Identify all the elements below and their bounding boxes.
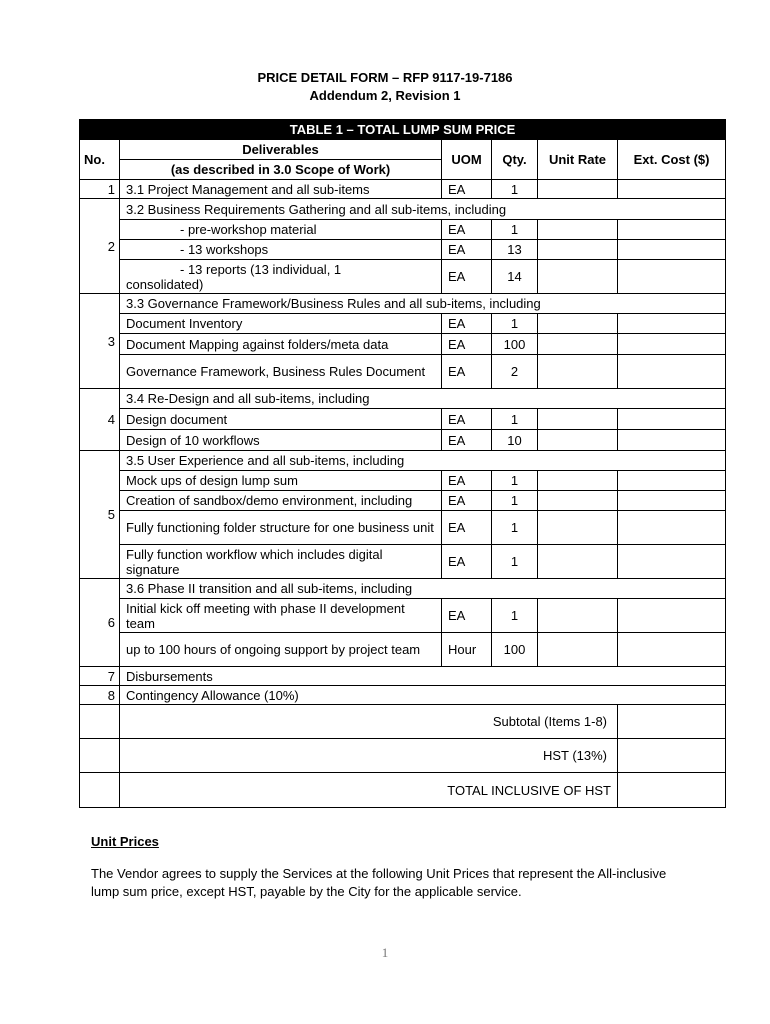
table-row [80,180,726,199]
qty-cell: 100 [492,334,538,355]
uom-cell: EA [442,180,492,199]
deliverable-text: Design of 10 workflows [120,430,442,451]
col-uom-header: UOM [442,140,492,180]
unit-prices-heading: Unit Prices [91,834,159,849]
unit-rate-cell[interactable] [538,430,618,451]
uom-cell: EA [442,409,492,430]
qty-cell: 100 [492,633,538,667]
unit-rate-cell[interactable] [538,511,618,545]
column-header-row [80,140,726,160]
ext-cost-cell[interactable] [618,471,726,491]
deliverable-text: Fully function workflow which includes digital signature [120,545,442,579]
table-row [80,667,726,686]
subtotal-value[interactable] [618,705,726,739]
qty-cell: 10 [492,430,538,451]
table-row [80,686,726,705]
qty-cell: 1 [492,180,538,199]
unit-prices-paragraph: The Vendor agrees to supply the Services at the following Unit Prices that represent the All-inclusive lump sum price, except HST, payable by the City for the applicable service. [91,866,667,899]
qty-cell: 13 [492,240,538,260]
unit-rate-cell[interactable] [538,314,618,334]
deliverable-text: Fully functioning folder structure for one business unit [120,511,442,545]
deliverable-text: Document Inventory [120,314,442,334]
table-row [80,545,726,579]
ext-cost-cell[interactable] [618,314,726,334]
table-row [80,294,726,314]
qty-cell: 1 [492,409,538,430]
ext-cost-cell[interactable] [618,599,726,633]
table-row [80,633,726,667]
unit-rate-cell[interactable] [538,545,618,579]
unit-rate-cell[interactable] [538,491,618,511]
hst-row [80,739,726,773]
ext-cost-cell[interactable] [618,240,726,260]
table-row [80,599,726,633]
unit-rate-cell[interactable] [538,240,618,260]
ext-cost-cell[interactable] [618,220,726,240]
col-qty-header: Qty. [492,140,538,180]
qty-cell: 1 [492,491,538,511]
deliverable-text-line-2: consolidated) [126,276,204,292]
item-number: 2 [80,199,120,294]
uom-cell: EA [442,471,492,491]
qty-cell: 1 [492,545,538,579]
ext-cost-cell[interactable] [618,545,726,579]
deliverable-heading: 3.3 Governance Framework/Business Rules and all sub-items, including [120,294,726,314]
qty-cell: 1 [492,599,538,633]
price-table [79,119,726,808]
total-label: TOTAL INCLUSIVE OF HST [120,773,618,808]
table-row [80,491,726,511]
table-row [80,389,726,409]
table-title-row [80,120,726,140]
table-row [80,430,726,451]
uom-cell: EA [442,240,492,260]
item-number: 4 [80,389,120,451]
deliverable-heading: 3.2 Business Requirements Gathering and all sub-items, including [120,199,726,220]
table-row [80,240,726,260]
subtotal-label: Subtotal (Items 1-8) [120,705,618,739]
item-number: 7 [80,667,120,686]
deliverable-text: Disbursements [120,667,726,686]
hst-value[interactable] [618,739,726,773]
table-row [80,260,726,294]
item-number: 8 [80,686,120,705]
empty-cell [80,773,120,808]
table-row [80,471,726,491]
ext-cost-cell[interactable] [618,180,726,199]
table-row [80,355,726,389]
col-deliverables-subheader: (as described in 3.0 Scope of Work) [120,160,442,180]
uom-cell: EA [442,355,492,389]
qty-cell: 1 [492,220,538,240]
ext-cost-cell[interactable] [618,430,726,451]
col-ext-cost-header: Ext. Cost ($) [618,140,726,180]
table-row [80,511,726,545]
form-title: PRICE DETAIL FORM – RFP 9117-19-7186 [257,70,513,85]
deliverable-text: 3.1 Project Management and all sub-items [120,180,442,199]
deliverable-heading: 3.5 User Experience and all sub-items, including [120,451,726,471]
ext-cost-cell[interactable] [618,409,726,430]
uom-cell: EA [442,599,492,633]
unit-rate-cell[interactable] [538,355,618,389]
item-number: 6 [80,579,120,667]
uom-cell: Hour [442,633,492,667]
unit-rate-cell[interactable] [538,180,618,199]
qty-cell: 1 [492,511,538,545]
ext-cost-cell[interactable] [618,633,726,667]
uom-cell: EA [442,314,492,334]
unit-rate-cell[interactable] [538,334,618,355]
uom-cell: EA [442,220,492,240]
ext-cost-cell[interactable] [618,491,726,511]
deliverable-heading: 3.6 Phase II transition and all sub-items, including [120,579,726,599]
col-deliverables-header: Deliverables [120,140,442,160]
col-unit-rate-header: Unit Rate [538,140,618,180]
deliverable-text: Document Mapping against folders/meta data [120,334,442,355]
col-no-header: No. [80,140,120,180]
table-row [80,220,726,240]
table-row [80,451,726,471]
deliverable-text: up to 100 hours of ongoing support by project team [120,633,442,667]
deliverable-text [120,260,442,294]
deliverable-text: Creation of sandbox/demo environment, including [120,491,442,511]
item-number: 1 [80,180,120,199]
deliverable-text: Contingency Allowance (10%) [120,686,726,705]
table-row [80,579,726,599]
deliverable-text: - 13 workshops [120,240,442,260]
deliverable-text-line-1: - 13 reports (13 individual, 1 [180,261,342,277]
deliverable-text: Mock ups of design lump sum [120,471,442,491]
total-value[interactable] [618,773,726,808]
unit-rate-cell[interactable] [538,260,618,294]
uom-cell: EA [442,260,492,294]
ext-cost-cell[interactable] [618,511,726,545]
empty-cell [80,705,120,739]
uom-cell: EA [442,491,492,511]
deliverable-text: Design document [120,409,442,430]
empty-cell [80,739,120,773]
unit-rate-cell[interactable] [538,471,618,491]
ext-cost-cell[interactable] [618,334,726,355]
deliverable-heading: 3.4 Re-Design and all sub-items, including [120,389,726,409]
table-row [80,199,726,220]
deliverable-text: Governance Framework, Business Rules Document [120,355,442,389]
item-number: 5 [80,451,120,579]
table-row [80,334,726,355]
ext-cost-cell[interactable] [618,355,726,389]
deliverable-text: - pre-workshop material [120,220,442,240]
hst-label: HST (13%) [120,739,618,773]
item-number: 3 [80,294,120,389]
subtotal-row [80,705,726,739]
uom-cell: EA [442,511,492,545]
total-row [80,773,726,808]
uom-cell: EA [442,545,492,579]
unit-rate-cell[interactable] [538,409,618,430]
form-subtitle: Addendum 2, Revision 1 [309,88,461,103]
uom-cell: EA [442,334,492,355]
unit-rate-cell[interactable] [538,599,618,633]
qty-cell: 2 [492,355,538,389]
qty-cell: 1 [492,471,538,491]
table-row [80,409,726,430]
deliverable-text: Initial kick off meeting with phase II development team [120,599,442,633]
table-row [80,314,726,334]
ext-cost-cell[interactable] [618,260,726,294]
qty-cell: 14 [492,260,538,294]
table-title: TABLE 1 – TOTAL LUMP SUM PRICE [80,120,726,140]
unit-rate-cell[interactable] [538,220,618,240]
unit-rate-cell[interactable] [538,633,618,667]
qty-cell: 1 [492,314,538,334]
uom-cell: EA [442,430,492,451]
page-number: 1 [381,945,389,960]
